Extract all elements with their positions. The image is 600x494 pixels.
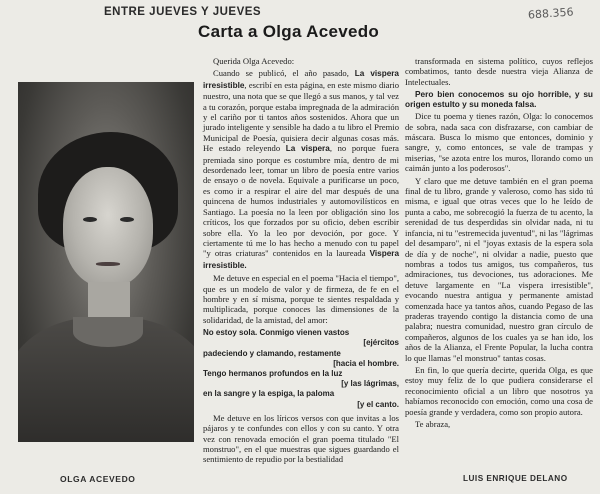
book-title: Vispera irresistible. [203, 249, 399, 270]
verse-line: padeciendo y clamando, restamente [203, 348, 341, 358]
portrait-eye-right [120, 217, 134, 222]
verse-line: [y las lágrimas, [341, 379, 399, 389]
book-title: La vispera irresistible [203, 69, 399, 90]
text-run: , escribí en esta página, en este mismo diario nuestro, una nota que se que llegó a sus manos, y tal vez a tu corazón, porque estaba impregnada de la admiración y el cariño por ti tantos años sostenidos. Ahora que un jurado inteligente y sensible ha dado a tu libro el Premio Municipal de Poesía, quisiera decir algunas cosas más. He estado releyendo [203, 79, 399, 154]
verse-line: Tengo hermanos profundos en la luz [203, 368, 343, 378]
closing: Te abraza, [415, 419, 451, 429]
article-column-1 [203, 56, 399, 467]
portrait-neck [88, 282, 130, 322]
paragraph: Me detuve en los líricos versos con que invitas a los pájaros y te confundes con ellos y con su canto. Y otra vez con renovada emoción el gran poema titulado "El monstruo", en el que muestras que sigues guardando el sentimiento de repudio por la bestialidad [203, 412, 399, 465]
portrait-mouth [96, 262, 120, 266]
poem-quote [203, 328, 399, 410]
poem-subhead: Pero bien conocemos su ojo horrible, y su origen estulto y su moneda falsa. [405, 89, 593, 110]
article-headline: Carta a Olga Acevedo [198, 22, 380, 41]
paragraph: Y claro que me detuve también en el gran poema final de tu libro, grande y valeroso, como has sido tú misma, e igual que otras veces que lo he leído de punta a cabo, me sobrecogió la fuerza de tu acento, la serenidad de tus desperdidas sin olvidar nada, ni tu infancia, ni tu "estremecida juventud", ni las "lágrimas del desamparo", ni el "joyas extasis de la espera sola de día y de noche", ni olvidar a nadie, puesto que nombras a todos tus amigos, tus compañeros, tus admiraciones, tus devociones, tus adoraciones. Me detuve largamente en "La vispera irresistible", evocando nuestra antigua y permanente amistad comenzada hace ya tantos años, cuando Pegaso de las praderas trayendo contigo la distancia como de una palabra; nuestra comunidad, nuestro gran círculo de compañeros, algunos de los cuales ya se han ido, los años de la Alianza, el Frente Popular, la lucha contra lo que llamas "el monstruo" tantas cosas. [405, 175, 593, 363]
text-run: Cuando se publicó, el año pasado, [213, 68, 355, 79]
handwritten-catalog-number: 688.356 [527, 5, 574, 22]
paragraph: Me detuve en especial en el poema "Hacia el tiempo", que es un modelo de valor y de firmeza, de fe en el hombre y en sí misma, porque te sientes respaldada y multiplicada, porque conoces las dimensiones de la solidaridad, de la amistad, del amor: [203, 273, 399, 325]
verse-line: [y el canto. [357, 399, 399, 409]
photo-caption: OLGA ACEVEDO [60, 474, 136, 484]
paragraph: Dice tu poema y tienes razón, Olga: lo conocemos de sobra, nada saca con disfrazarse, con cambiar de máscara. Busca lo mismo que entonces, dominio y sangre, y, como entonces, se vale de trampas y miserias, "se azota entre los muros, llorando como un caimán junto a los poderosos". [405, 111, 593, 174]
author-portrait-photo [18, 82, 194, 442]
verse-line: en la sangre y la espiga, la paloma [203, 389, 335, 399]
book-title: La vispera [285, 144, 330, 154]
verse-line: [ejércitos [363, 338, 399, 348]
verse-line: No estoy sola. Conmigo vienen vastos [203, 328, 350, 338]
paragraph: transformada en sistema político, cuyos reflejos combatimos, tanto desde nuestra vieja Alianza de Intelectuales. [405, 56, 593, 87]
verse-line: [hacia el hombre. [333, 358, 399, 368]
paragraph: En fin, lo que quería decirte, querida Olga, es que estoy muy feliz de lo que pudiera considerarse el reconocimiento oficial a un libro que nosotros ya habíamos reconocido con emoción, como una cosa de poesía grande y verdadera, como son propio autora. [405, 364, 593, 417]
portrait-face [63, 167, 153, 287]
paragraph [203, 68, 399, 271]
section-title: ENTRE JUEVES Y JUEVES [104, 6, 262, 18]
salutation: Querida Olga Acevedo: [213, 56, 295, 66]
portrait-eye-left [83, 217, 97, 222]
text-run: , no porque fuera premiada sino porque es costumbre mía, dentro de mi desordenado leer, tomar un libro de poesía entre varios de ensayo o de novela. Equivale a purificarse un poco, es como ir a respirar el aire del mar después de una quincena de humos industriales y automovilísticos en Santiago. La poesía no la leen por obligación sino los críticos, los que forzados por su oficio, deben escribir sobre ella. Yo la leo por devoción, por goce. Y ciertamente tú me lo has hecho a menudo con tu papel "y otras criaturas" contenidos en la laureada [203, 143, 399, 259]
portrait-collar [73, 317, 143, 347]
author-byline: LUIS ENRIQUE DELANO [463, 474, 568, 483]
article-column-2 [405, 56, 593, 431]
